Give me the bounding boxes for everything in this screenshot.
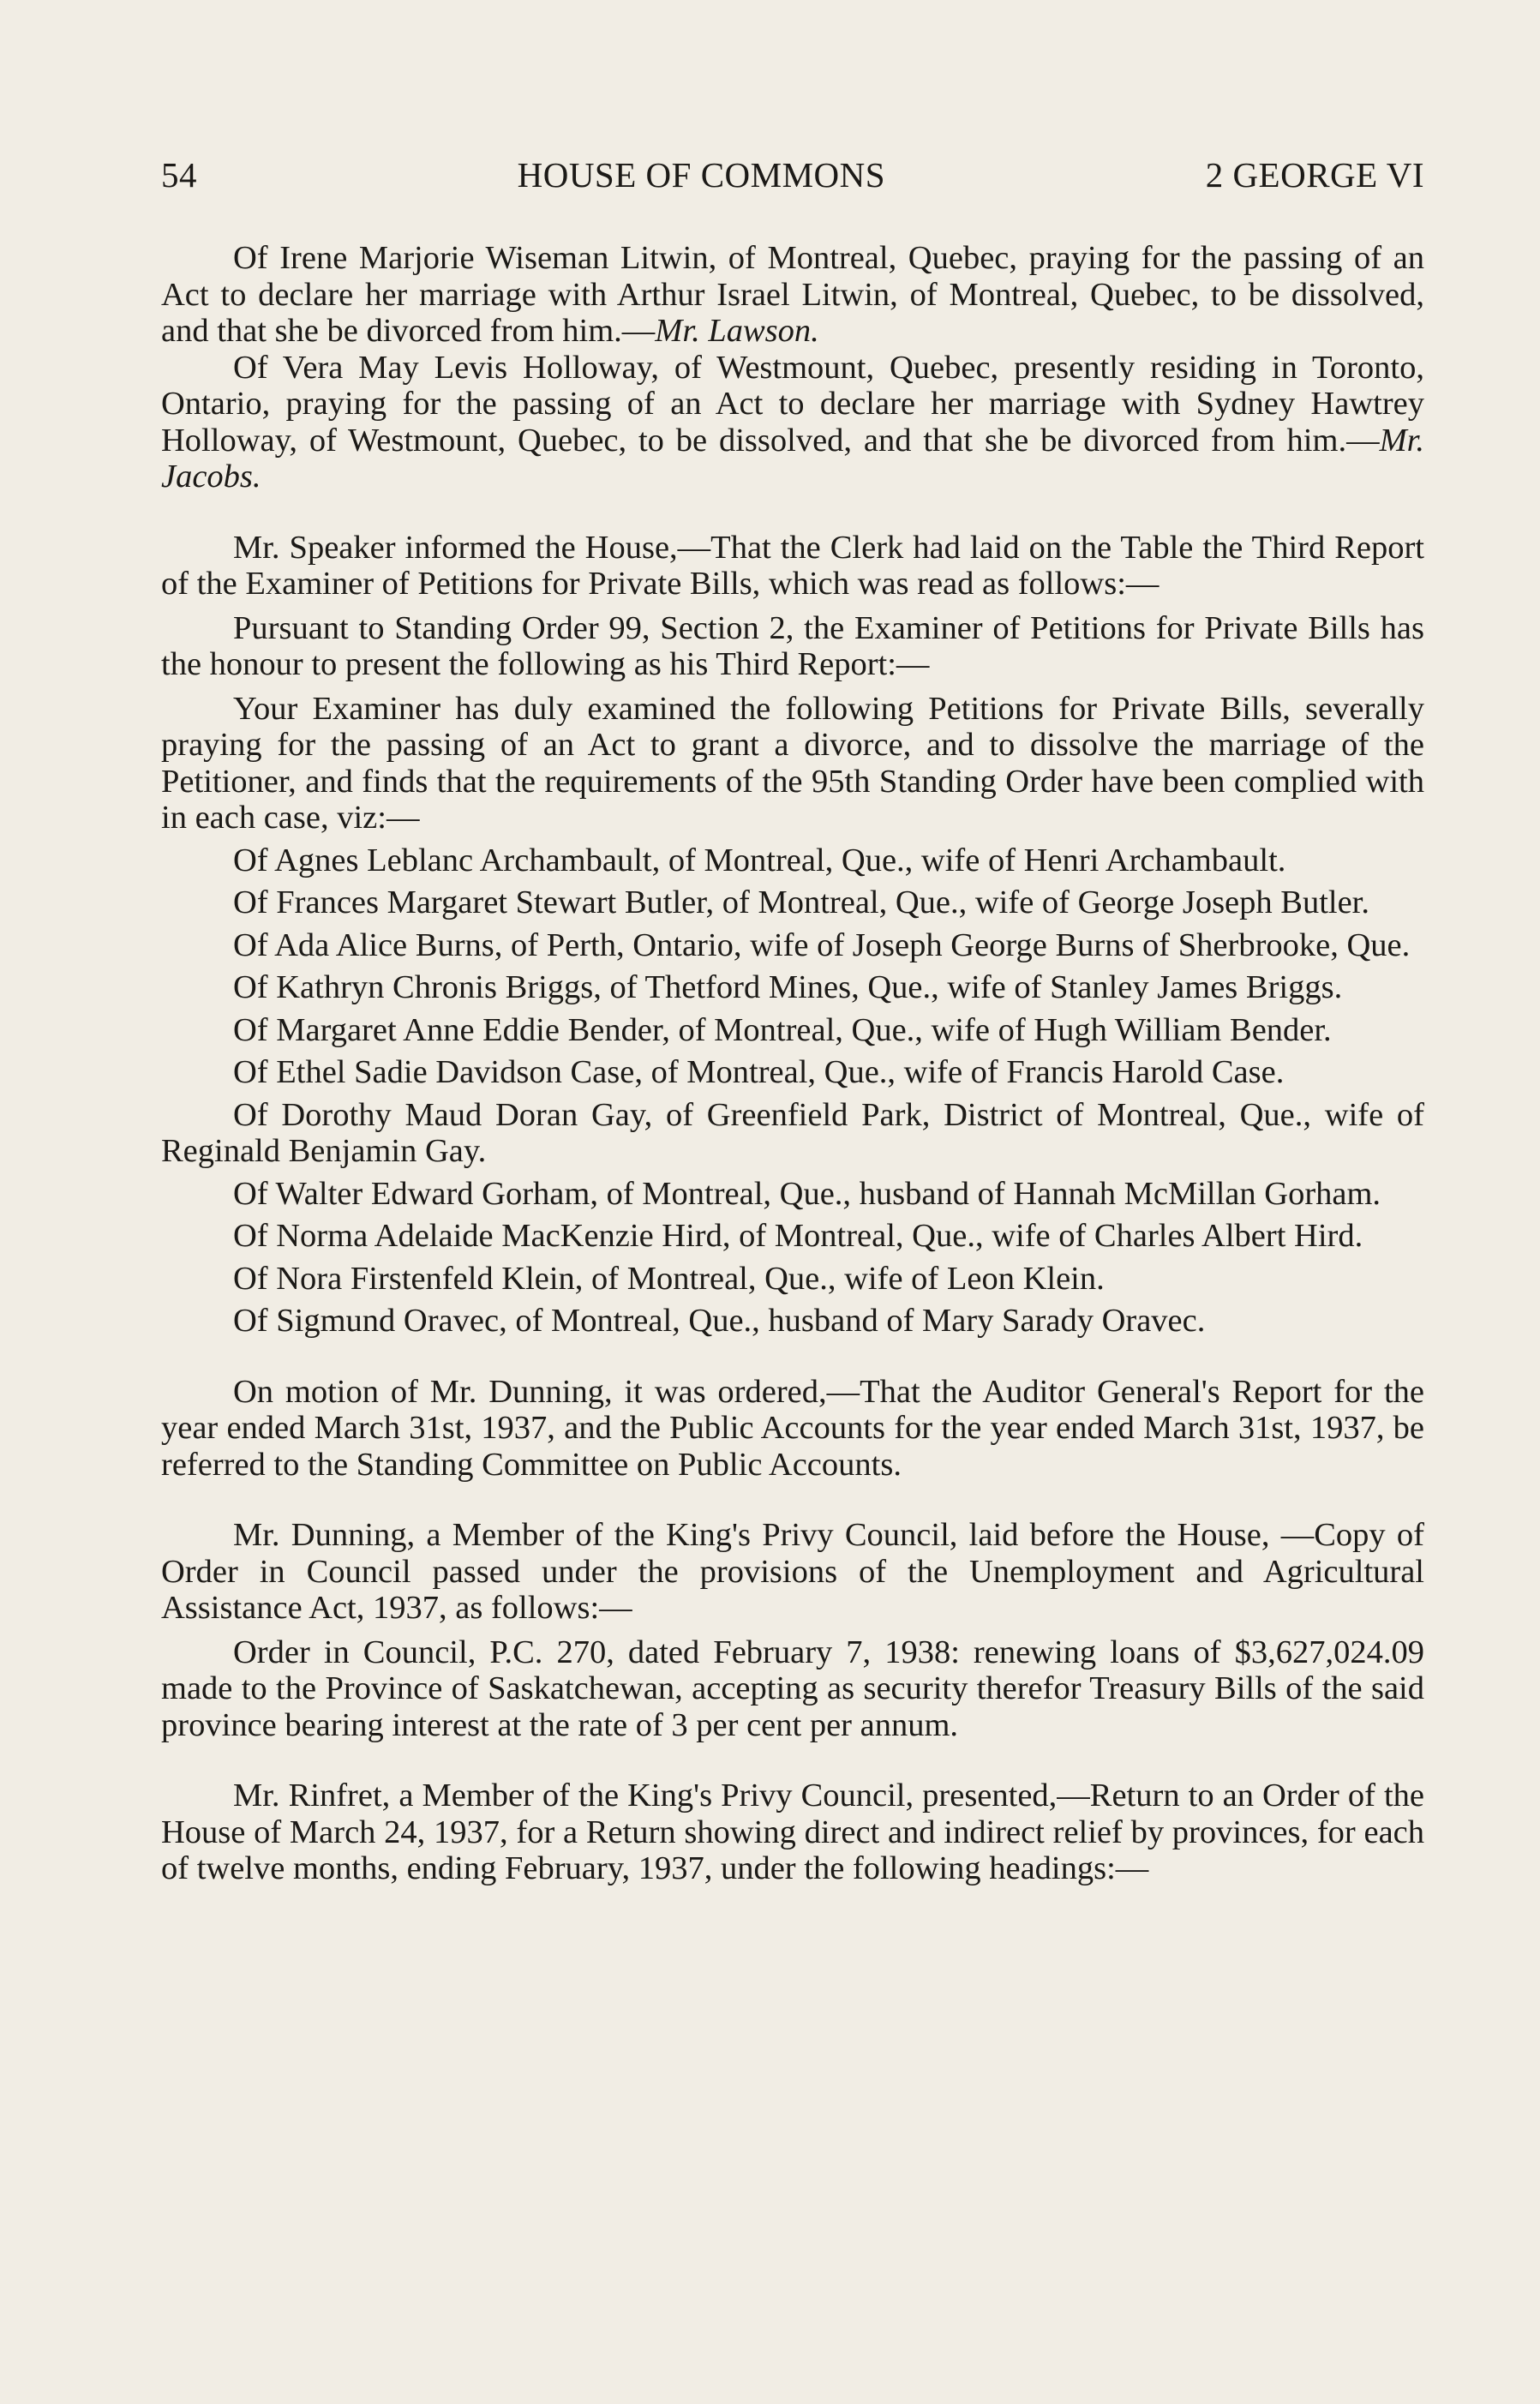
case-item: Of Ada Alice Burns, of Perth, Ontario, wife of Joseph George Burns of Sherbrooke, Que. bbox=[233, 926, 1411, 963]
order-in-council-intro: Mr. Dunning, a Member of the King's Privy Council, laid before the House, —Copy of Order in Council passed under the provisions of the Unemployment and Agricultural Assistance Act, 1937, as follows:— bbox=[161, 1517, 1424, 1626]
case-item: Of Norma Adelaide MacKenzie Hird, of Montreal, Que., wife of Charles Albert Hird. bbox=[233, 1218, 1363, 1254]
petition-text: Of Irene Marjorie Wiseman Litwin, of Montreal, Quebec, praying for the passing of an Act to declare her marriage with Arthur Israel Litwin, of Montreal, Quebec, to be dissolved, and that she be divorced from him.— bbox=[161, 240, 1424, 349]
case-item: Of Margaret Anne Eddie Bender, of Montreal, Que., wife of Hugh William Bender. bbox=[233, 1011, 1332, 1048]
case-item: Of Agnes Leblanc Archambault, of Montreal, Que., wife of Henri Archambault. bbox=[233, 842, 1286, 878]
petition-text: Of Vera May Levis Holloway, of Westmount, Quebec, presently residing in Toronto, Ontario, praying for the passing of an Act to declare her marriage with Sydney Hawtrey Holloway, of Westmount, Quebec, to be dissolved, and that she be divorced from him.— bbox=[161, 349, 1424, 459]
examiner-paragraph: Your Examiner has duly examined the following Petitions for Private Bills, severally praying for the passing of an Act to grant a divorce, and to dissolve the marriage of the Petitioner, and finds that the requirements of the 95th Standing Order have been complied with in each case, viz:— bbox=[161, 690, 1424, 836]
presenting-member: Mr. Lawson. bbox=[655, 313, 819, 349]
case-item: Of Sigmund Oravec, of Montreal, Que., husband of Mary Sarady Oravec. bbox=[233, 1303, 1206, 1339]
journal-page bbox=[161, 154, 1424, 1887]
case-item: Of Ethel Sadie Davidson Case, of Montreal, Que., wife of Francis Harold Case. bbox=[233, 1054, 1285, 1090]
return-rinfret: Mr. Rinfret, a Member of the King's Privy Council, presented,—Return to an Order of the House of March 24, 1937, for a Return showing direct and indirect relief by provinces, for each of twelve months, ending February, 1937, under the following headings:— bbox=[161, 1778, 1424, 1886]
case-item: Of Walter Edward Gorham, of Montreal, Que., husband of Hannah McMillan Gorham. bbox=[233, 1175, 1381, 1212]
motion-dunning: On motion of Mr. Dunning, it was ordered,—That the Auditor General's Report for the year ended March 31st, 1937, and the Public Accounts for the year ended March 31st, 1937, be referred to the Standing Committee on Public Accounts. bbox=[161, 1373, 1424, 1483]
case-item: Of Nora Firstenfeld Klein, of Montreal, Que., wife of Leon Klein. bbox=[233, 1260, 1105, 1297]
standing-order-paragraph: Pursuant to Standing Order 99, Section 2, the Examiner of Petitions for Private Bills has the honour to present the following as his Third Report:— bbox=[161, 609, 1424, 682]
journal-body bbox=[161, 240, 1424, 1887]
page-number: 54 bbox=[161, 155, 197, 195]
presenting-member: Mr. Jacobs. bbox=[161, 422, 1424, 495]
case-item: Of Frances Margaret Stewart Butler, of Montreal, Que., wife of George Joseph Butler. bbox=[233, 884, 1369, 920]
case-item: Of Kathryn Chronis Briggs, of Thetford Mines, Que., wife of Stanley James Briggs. bbox=[233, 969, 1343, 1005]
header-title: HOUSE OF COMMONS bbox=[517, 155, 886, 195]
petition-litwin bbox=[161, 240, 1424, 350]
speaker-report-intro: Mr. Speaker informed the House,—That the Clerk had laid on the Table the Third Report of the Examiner of Petitions for Private Bills, which was read as follows:— bbox=[161, 529, 1424, 602]
case-item: Of Dorothy Maud Doran Gay, of Greenfield Park, District of Montreal, Que., wife of Reginald Benjamin Gay. bbox=[161, 1096, 1424, 1169]
regnal-year: 2 GEORGE VI bbox=[1205, 155, 1424, 195]
petition-holloway bbox=[161, 350, 1424, 495]
running-header bbox=[161, 154, 1424, 195]
order-in-council-detail: Order in Council, P.C. 270, dated February 7, 1938: renewing loans of $3,627,024.09 made to the Province of Saskatchewan, accepting as security therefor Treasury Bills of the said province bearing interest at the rate of 3 per cent per annum. bbox=[161, 1634, 1424, 1743]
